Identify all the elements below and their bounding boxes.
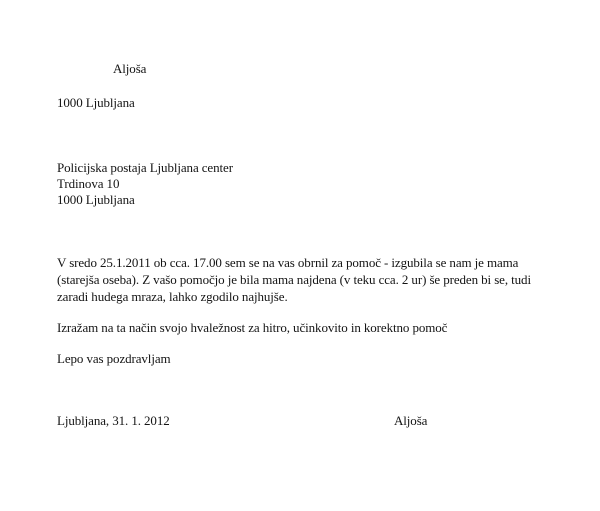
body-line-1: V sredo 25.1.2011 ob cca. 17.00 sem se na vas obrnil za pomoč - izgubila se nam je mama [57, 255, 519, 270]
body-line-3: zaradi hudega mraza, lahko zgodilo najhujše. [57, 289, 288, 304]
sender-city: 1000 Ljubljana [57, 95, 135, 110]
sender-name: Aljoša [113, 61, 147, 76]
recipient-name: Policijska postaja Ljubljana center [57, 160, 233, 175]
recipient-street: Trdinova 10 [57, 176, 120, 191]
recipient-city: 1000 Ljubljana [57, 192, 135, 207]
body-line-2: (starejša oseba). Z vašo pomočjo je bila mama najdena (v teku cca. 2 ur) še preden bi se, tudi [57, 272, 531, 287]
closing-greeting: Lepo vas pozdravljam [57, 351, 171, 366]
signature-name: Aljoša [394, 413, 428, 428]
date-place: Ljubljana, 31. 1. 2012 [57, 413, 170, 428]
thanks-paragraph: Izražam na ta način svojo hvaležnost za hitro, učinkovito in korektno pomoč [57, 320, 448, 335]
